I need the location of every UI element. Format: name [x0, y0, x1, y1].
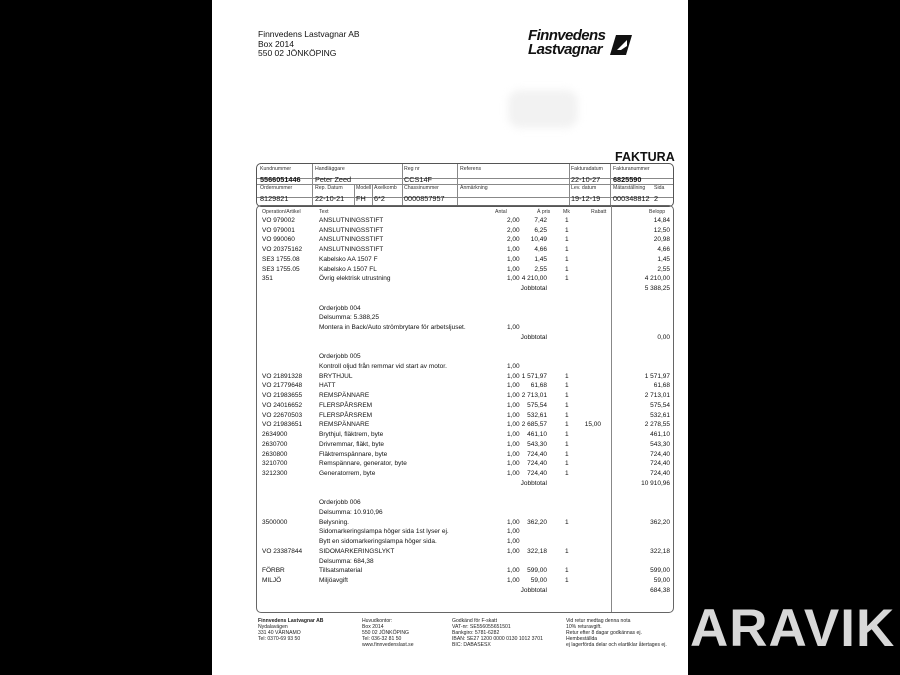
table-row — [257, 266, 673, 276]
footer-line: 10% returavgift. — [566, 623, 602, 630]
table-row — [257, 509, 673, 519]
cell-t: ANSLUTNINGSSTIFT — [319, 217, 384, 224]
cell-p: 4,66 — [534, 246, 547, 254]
cell-b: 599,00 — [650, 567, 670, 575]
cell-b: 724,40 — [650, 460, 670, 468]
footer-line: Vid retur medtag denna nota — [566, 618, 631, 624]
table-row — [257, 431, 673, 441]
cell-p: 2 685,57 — [521, 421, 547, 429]
cell-t: Brythjul, fläktrem, byte — [319, 431, 384, 439]
cell-p: 10,49 — [530, 236, 547, 244]
cell-m: 1 — [565, 392, 569, 400]
cell-n: 1,00 — [507, 567, 520, 575]
cell-m: 1 — [565, 217, 569, 224]
table-row — [257, 567, 673, 577]
col-text: Text — [319, 209, 329, 215]
table-row — [257, 382, 673, 392]
table-row — [257, 577, 673, 587]
cell-t: Tillsatsmaterial — [319, 567, 363, 575]
table-row — [257, 324, 673, 334]
cell-b: 4 210,00 — [644, 275, 670, 283]
cell-m: 1 — [565, 440, 569, 448]
cell-m: 1 — [565, 382, 569, 390]
cell-t: REMSPÄNNARE — [319, 421, 370, 429]
cell-n: 1,00 — [507, 255, 520, 263]
footer-col-2 — [362, 619, 414, 649]
cell-a: VO 979002 — [262, 217, 295, 224]
cell-n: 1,00 — [507, 401, 520, 409]
cell-t: Delsumma: 5.388,25 — [319, 314, 379, 322]
redacted-area — [508, 90, 578, 128]
cell-t: Orderjobb 004 — [319, 304, 361, 312]
fakturadatum-value: 22-10-27 — [571, 175, 601, 184]
cell-a: MILJÖ — [262, 577, 282, 584]
table-row — [257, 480, 673, 490]
cell-r: 15,00 — [584, 421, 601, 429]
cell-m: 1 — [565, 226, 569, 234]
cell-t: FLERSPÅRSREM — [319, 411, 373, 419]
table-row — [257, 246, 673, 256]
invoice-header-box — [256, 163, 674, 207]
cell-t: BRYTHJUL — [319, 372, 353, 380]
cell-t: Övrig elektrisk utrustning — [319, 275, 391, 283]
cell-m: 1 — [565, 236, 569, 244]
footer-line: ej lagerförda delar och elartiklar återtages ej. — [566, 641, 667, 648]
cell-b: 724,40 — [650, 450, 670, 458]
cell-b: 61,68 — [653, 382, 670, 390]
cell-t: Miljöavgift — [319, 577, 348, 584]
cell-n: 1,00 — [507, 460, 520, 468]
footer-col-4 — [566, 619, 667, 649]
cell-n: 1,00 — [507, 440, 520, 448]
footer-line: Tel: 036-32 81 50 — [362, 635, 402, 642]
cell-n: 2,00 — [507, 217, 520, 224]
table-row — [257, 217, 673, 227]
cell-n: 1,00 — [507, 382, 520, 390]
cell-n: 2,00 — [507, 226, 520, 234]
footer-line: 331 40 VÄRNAMO — [258, 629, 301, 636]
cell-m: 1 — [565, 411, 569, 419]
footer-line: Retur efter 8 dagar godkännas ej. — [566, 629, 642, 636]
cell-p: Jobbtotal — [520, 479, 547, 487]
table-row — [257, 353, 673, 363]
modell-label: Modell — [356, 185, 372, 191]
cell-p: 2,55 — [534, 265, 547, 273]
table-row — [257, 256, 673, 266]
cell-a: VO 21983655 — [262, 392, 303, 400]
cell-n: 1,00 — [507, 528, 520, 536]
table-row — [257, 548, 673, 558]
footer-line: VAT-nr: SE556055651501 — [452, 623, 511, 630]
cell-n: 1,00 — [507, 372, 520, 380]
table-row — [257, 305, 673, 315]
cell-a: VO 21779648 — [262, 382, 303, 390]
footer-line: Tel: 0370-69 93 50 — [258, 635, 301, 642]
cell-b: 322,18 — [650, 547, 670, 555]
cell-t: Fläktremspännare, byte — [319, 450, 388, 458]
table-row — [257, 412, 673, 422]
table-row — [257, 538, 673, 548]
table-row — [257, 373, 673, 383]
company-name: Finnvedens Lastvagnar AB — [258, 29, 360, 39]
table-row — [257, 528, 673, 538]
matarstallning-label: Mätarställning — [613, 185, 646, 191]
cell-b: 0,00 — [657, 333, 670, 341]
footer-line: Bankgiro: 5781-6282 — [452, 629, 500, 636]
cell-a: 2634900 — [262, 431, 288, 439]
cell-a: VO 24016652 — [262, 401, 303, 409]
anmarkning-label: Anmärkning — [460, 185, 488, 191]
cell-p: 532,61 — [527, 411, 547, 419]
company-logo — [528, 27, 648, 61]
cell-b: 5 388,25 — [644, 285, 670, 293]
footer-line: Huvudkontor: — [362, 618, 393, 624]
cell-p: 724,40 — [527, 469, 547, 477]
cell-b: 14,84 — [653, 217, 670, 224]
invoice-lines-table — [256, 205, 674, 613]
company-city: 550 02 JÖNKÖPING — [258, 48, 337, 58]
cell-n: 1,00 — [507, 538, 520, 546]
cell-a: 3212300 — [262, 469, 288, 477]
handlaggare-label: Handläggare — [315, 166, 345, 172]
cell-m: 1 — [565, 431, 569, 439]
sida-value: 2 — [654, 194, 659, 203]
logo-line-2: Lastvagnar — [528, 41, 603, 58]
cell-m: 1 — [565, 518, 569, 526]
cell-n: 1,00 — [507, 362, 520, 370]
chassinummer-value: 0000857957 — [404, 194, 445, 203]
cell-p: 599,00 — [527, 567, 547, 575]
cell-n: 1,00 — [507, 469, 520, 477]
cell-t: Belysning. — [319, 518, 349, 526]
table-row — [257, 295, 673, 305]
repdatum-label: Rep. Datum — [315, 185, 343, 191]
cell-a: SE3 1755.05 — [262, 265, 300, 273]
cell-a: 2630800 — [262, 450, 288, 458]
cell-n: 1,00 — [507, 411, 520, 419]
levdatum-value: 19-12-19 — [571, 194, 601, 203]
fakturanummer-value: 6825590 — [613, 175, 642, 184]
cell-t: Generatorrem, byte — [319, 469, 376, 477]
cell-p: Jobbtotal — [520, 586, 547, 594]
table-row — [257, 441, 673, 451]
company-address — [258, 30, 360, 59]
cell-t: Kontroll oljud från remmar vid start av motor. — [319, 362, 447, 370]
cell-n: 1,00 — [507, 421, 520, 429]
modell-value: FH — [356, 194, 366, 203]
cell-t: ANSLUTNINGSSTIFT — [319, 236, 384, 244]
cell-t: FLERSPÅRSREM — [319, 401, 373, 409]
logo-mark-icon — [610, 35, 632, 55]
axelkomb-value: 6*2 — [374, 194, 385, 203]
cell-p: 2 713,01 — [521, 392, 547, 400]
referens-label: Referens — [460, 166, 482, 172]
handlaggare-value: Peter Zeed — [315, 175, 352, 184]
cell-t: SIDOMARKERINGSLYKT — [319, 547, 395, 555]
cell-t: Orderjobb 005 — [319, 353, 361, 361]
table-row — [257, 275, 673, 285]
cell-b: 461,10 — [650, 431, 670, 439]
cell-m: 1 — [565, 246, 569, 254]
levdatum-label: Lev. datum — [571, 185, 597, 191]
fakturadatum-label: Fakturadatum — [571, 166, 604, 172]
table-row — [257, 236, 673, 246]
cell-m: 1 — [565, 372, 569, 380]
cell-p: 322,18 — [527, 547, 547, 555]
table-row — [257, 558, 673, 568]
footer-line: Godkänd för F-skatt — [452, 618, 498, 624]
cell-t: Kabelsko A 1507 FL — [319, 265, 377, 273]
cell-a: FÖRBR — [262, 567, 285, 575]
cell-n: 1,00 — [507, 547, 520, 555]
cell-a: VO 20375162 — [262, 246, 303, 254]
cell-m: 1 — [565, 450, 569, 458]
table-row — [257, 227, 673, 237]
cell-b: 362,20 — [650, 518, 670, 526]
cell-m: 1 — [565, 577, 569, 584]
footer-col-1 — [258, 619, 323, 643]
cell-m: 1 — [565, 547, 569, 555]
cell-n: 1,00 — [507, 275, 520, 283]
table-row — [257, 519, 673, 529]
cell-a: VO 22670503 — [262, 411, 303, 419]
cell-p: Jobbtotal — [520, 333, 547, 341]
sida-label: Sida — [654, 185, 665, 191]
cell-b: 2 278,55 — [644, 421, 670, 429]
cell-n: 1,00 — [507, 431, 520, 439]
cell-t: REMSPÄNNARE — [319, 392, 370, 400]
cell-p: 543,30 — [527, 440, 547, 448]
invoice-page — [212, 0, 688, 675]
regnr-label: Reg nr — [404, 166, 420, 172]
cell-p: 4 210,00 — [521, 275, 547, 283]
cell-p: 6,25 — [534, 226, 547, 234]
table-row — [257, 470, 673, 480]
col-rabatt: Rabatt — [591, 209, 607, 215]
kundnummer-label: Kundnummer — [260, 166, 292, 172]
footer-line: 550 02 JÖNKÖPING — [362, 629, 409, 636]
cell-m: 1 — [565, 255, 569, 263]
footer-line: Box 2014 — [362, 623, 384, 630]
cell-n: 1,00 — [507, 392, 520, 400]
col-antal: Antal — [495, 209, 507, 215]
cell-a: 3500000 — [262, 518, 288, 526]
cell-b: 724,40 — [650, 469, 670, 477]
repdatum-value: 22-10-21 — [315, 194, 345, 203]
cell-m: 1 — [565, 421, 569, 429]
cell-p: 61,68 — [530, 382, 547, 390]
cell-p: Jobbtotal — [520, 285, 547, 293]
cell-p: 362,20 — [527, 518, 547, 526]
cell-t: ANSLUTNINGSSTIFT — [319, 246, 384, 254]
table-row — [257, 392, 673, 402]
col-belopp: Belopp — [649, 209, 666, 215]
document-title: FAKTURA — [615, 150, 675, 164]
cell-p: 461,10 — [527, 431, 547, 439]
kundnummer-value: 5566051446 — [260, 175, 301, 184]
table-row — [257, 334, 673, 344]
cell-b: 1 571,97 — [644, 372, 670, 380]
cell-a: VO 23387844 — [262, 547, 303, 555]
axelkomb-label: Axelkomb — [374, 185, 397, 191]
cell-a: VO 979001 — [262, 226, 295, 234]
cell-t: Bytt en sidomarkeringslampa höger sida. — [319, 538, 437, 546]
cell-t: Sidomarkeringslampa höger sida 1st lyser ej. — [319, 528, 449, 536]
cell-a: VO 21891328 — [262, 372, 303, 380]
footer-col-3 — [452, 619, 543, 649]
cell-t: Montera in Back/Auto strömbrytare för arbetsljuset. — [319, 324, 466, 332]
footer-line: Hembeställda — [566, 635, 598, 642]
cell-b: 10 910,96 — [641, 479, 670, 487]
cell-p: 1,45 — [534, 255, 547, 263]
col-apris: Á pris — [537, 209, 551, 215]
table-row — [257, 489, 673, 499]
cell-t: Delsumma: 10.910,96 — [319, 508, 383, 516]
cell-p: 59,00 — [530, 577, 547, 584]
cell-b: 20,98 — [653, 236, 670, 244]
cell-a: VO 990060 — [262, 236, 295, 244]
cell-p: 575,54 — [527, 401, 547, 409]
cell-a: SE3 1755.08 — [262, 255, 300, 263]
cell-n: 1,00 — [507, 450, 520, 458]
cell-t: Kabelsko AA 1507 F — [319, 255, 378, 263]
cell-t: ANSLUTNINGSSTIFT — [319, 226, 384, 234]
table-row — [257, 285, 673, 295]
table-row — [257, 499, 673, 509]
cell-b: 2,55 — [657, 265, 670, 273]
cell-b: 684,38 — [650, 586, 670, 594]
watermark-text: ARAVIK — [690, 599, 896, 658]
footer-line: BIC: DABASESX — [452, 641, 491, 648]
table-row — [257, 343, 673, 353]
table-row — [257, 402, 673, 412]
cell-m: 1 — [565, 265, 569, 273]
cell-b: 543,30 — [650, 440, 670, 448]
ordernummer-value: 8129821 — [260, 194, 289, 203]
cell-n: 1,00 — [507, 324, 520, 332]
footer-line: IBAN: SE27 1200 0000 0130 1012 3701 — [452, 635, 543, 642]
cell-m: 1 — [565, 460, 569, 468]
cell-t: Delsumma: 684,38 — [319, 557, 374, 565]
cell-p: 7,42 — [534, 217, 547, 224]
chassinummer-label: Chassinummer — [404, 185, 439, 191]
table-row — [257, 363, 673, 373]
cell-m: 1 — [565, 275, 569, 283]
cell-a: 2630700 — [262, 440, 288, 448]
footer-line: www.finnvedenslast.se — [362, 641, 414, 648]
footer-line: Nydalavägen — [258, 623, 288, 630]
table-row — [257, 451, 673, 461]
cell-n: 2,00 — [507, 236, 520, 244]
cell-m: 1 — [565, 469, 569, 477]
table-row — [257, 460, 673, 470]
cell-p: 1 571,97 — [521, 372, 547, 380]
cell-n: 1,00 — [507, 518, 520, 526]
logo-line-1: Finnvedens — [528, 27, 606, 44]
cell-t: Remspännare, generator, byte — [319, 460, 407, 468]
col-artikel: Operation/Artikel — [262, 209, 301, 215]
cell-b: 575,54 — [650, 401, 670, 409]
cell-b: 4,66 — [657, 246, 670, 254]
matarstallning-value: 000348812 — [613, 194, 650, 203]
cell-p: 724,40 — [527, 460, 547, 468]
cell-t: Drivremmar, fläkt, byte — [319, 440, 385, 448]
ordernummer-label: Ordernummer — [260, 185, 293, 191]
cell-b: 1,45 — [657, 255, 670, 263]
footer-line: Finnvedens Lastvagnar AB — [258, 618, 324, 624]
cell-a: VO 21983651 — [262, 421, 303, 429]
cell-t: HATT — [319, 382, 336, 390]
cell-b: 12,50 — [653, 226, 670, 234]
cell-b: 2 713,01 — [644, 392, 670, 400]
cell-m: 1 — [565, 567, 569, 575]
cell-a: 351 — [262, 275, 273, 283]
fakturanummer-label: Fakturanummer — [613, 166, 650, 172]
cell-p: 724,40 — [527, 450, 547, 458]
company-box: Box 2014 — [258, 38, 294, 49]
cell-t: Orderjobb 006 — [319, 499, 361, 507]
regnr-value: CCS14F — [404, 175, 432, 184]
cell-m: 1 — [565, 401, 569, 409]
col-mk: Mk — [563, 209, 570, 215]
cell-n: 1,00 — [507, 265, 520, 273]
table-row — [257, 587, 673, 597]
cell-n: 1,00 — [507, 246, 520, 254]
table-row — [257, 421, 673, 431]
table-row — [257, 314, 673, 324]
cell-n: 1,00 — [507, 577, 520, 584]
cell-a: 3210700 — [262, 460, 288, 468]
cell-b: 532,61 — [650, 411, 670, 419]
cell-b: 59,00 — [653, 577, 670, 584]
